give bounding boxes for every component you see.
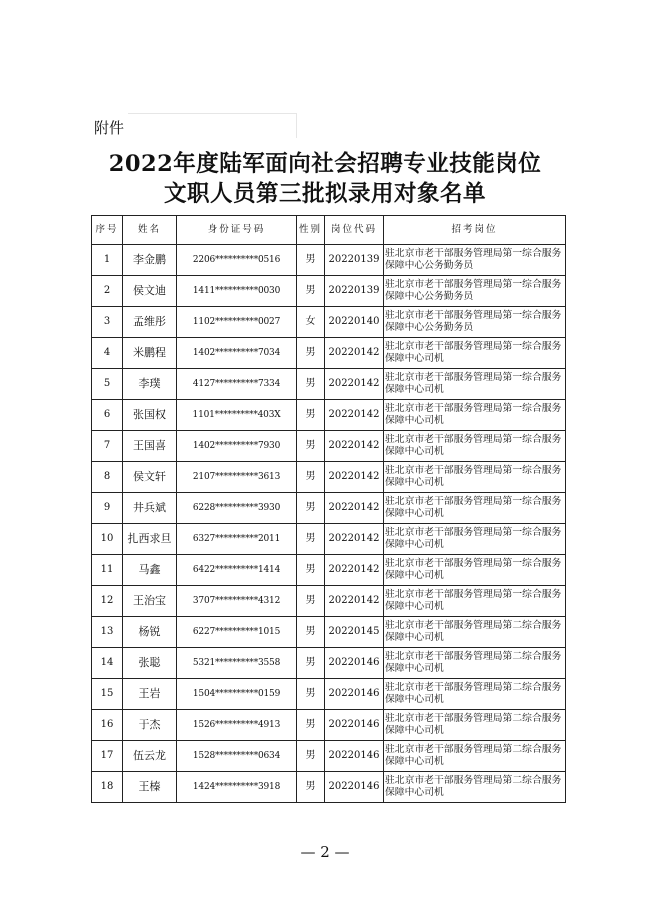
cell-seq: 4 (92, 338, 123, 369)
table-row (92, 772, 566, 803)
cell-post: 驻北京市老干部服务管理局第一综合服务保障中心司机 (384, 369, 566, 400)
cell-gender: 男 (297, 555, 325, 586)
cell-name: 侯文迪 (123, 276, 177, 307)
cell-id-number: 3707**********4312 (177, 586, 297, 617)
document-title-line-2: 文职人员第三批拟录用对象名单 (163, 181, 486, 207)
cell-id-number: 1102**********0027 (177, 307, 297, 338)
table-row (92, 524, 566, 555)
candidate-table (91, 215, 566, 803)
cell-gender: 男 (297, 462, 325, 493)
cell-post: 驻北京市老干部服务管理局第一综合服务保障中心司机 (384, 524, 566, 555)
cell-post: 驻北京市老干部服务管理局第一综合服务保障中心公务勤务员 (384, 276, 566, 307)
cell-name: 王榛 (123, 772, 177, 803)
cell-name: 井兵斌 (123, 493, 177, 524)
cell-post: 驻北京市老干部服务管理局第二综合服务保障中心司机 (384, 741, 566, 772)
cell-gender: 男 (297, 772, 325, 803)
cell-post-code: 20220142 (325, 555, 384, 586)
cell-post: 驻北京市老干部服务管理局第二综合服务保障中心司机 (384, 710, 566, 741)
header-name: 姓名 (123, 216, 177, 245)
cell-name: 马鑫 (123, 555, 177, 586)
document-title-line-1: 2022年度陆军面向社会招聘专业技能岗位 (108, 151, 542, 177)
cell-gender: 男 (297, 338, 325, 369)
cell-name: 米鹏程 (123, 338, 177, 369)
cell-id-number: 1526**********4913 (177, 710, 297, 741)
cell-name: 王国喜 (123, 431, 177, 462)
cell-seq: 13 (92, 617, 123, 648)
cell-id-number: 1402**********7930 (177, 431, 297, 462)
cell-seq: 8 (92, 462, 123, 493)
cell-post: 驻北京市老干部服务管理局第一综合服务保障中心公务勤务员 (384, 307, 566, 338)
cell-seq: 1 (92, 245, 123, 276)
cell-post-code: 20220139 (325, 245, 384, 276)
table-row (92, 245, 566, 276)
table-row (92, 617, 566, 648)
cell-name: 李金鹏 (123, 245, 177, 276)
cell-gender: 男 (297, 648, 325, 679)
cell-gender: 男 (297, 369, 325, 400)
table-row (92, 679, 566, 710)
cell-post: 驻北京市老干部服务管理局第一综合服务保障中心司机 (384, 555, 566, 586)
cell-post-code: 20220146 (325, 648, 384, 679)
cell-name: 扎西求旦 (123, 524, 177, 555)
cell-post: 驻北京市老干部服务管理局第二综合服务保障中心司机 (384, 679, 566, 710)
cell-seq: 15 (92, 679, 123, 710)
header-post: 招考岗位 (384, 216, 566, 245)
cell-post: 驻北京市老干部服务管理局第一综合服务保障中心司机 (384, 431, 566, 462)
cell-name: 王岩 (123, 679, 177, 710)
page-number: — 2 — (300, 843, 350, 861)
cell-gender: 男 (297, 586, 325, 617)
cell-seq: 14 (92, 648, 123, 679)
header-gender: 性别 (297, 216, 325, 245)
table-row (92, 369, 566, 400)
table-row (92, 400, 566, 431)
cell-seq: 3 (92, 307, 123, 338)
cell-seq: 5 (92, 369, 123, 400)
cell-seq: 18 (92, 772, 123, 803)
header-id-number: 身份证号码 (177, 216, 297, 245)
cell-seq: 12 (92, 586, 123, 617)
cell-post: 驻北京市老干部服务管理局第二综合服务保障中心司机 (384, 617, 566, 648)
cell-post: 驻北京市老干部服务管理局第一综合服务保障中心司机 (384, 493, 566, 524)
attachment-frame (128, 113, 297, 138)
cell-post-code: 20220142 (325, 369, 384, 400)
cell-gender: 男 (297, 276, 325, 307)
cell-name: 侯文轩 (123, 462, 177, 493)
cell-gender: 男 (297, 710, 325, 741)
table-row (92, 276, 566, 307)
cell-id-number: 2206**********0516 (177, 245, 297, 276)
cell-post: 驻北京市老干部服务管理局第一综合服务保障中心司机 (384, 338, 566, 369)
cell-id-number: 1424**********3918 (177, 772, 297, 803)
cell-post: 驻北京市老干部服务管理局第一综合服务保障中心司机 (384, 400, 566, 431)
cell-seq: 6 (92, 400, 123, 431)
cell-id-number: 1402**********7034 (177, 338, 297, 369)
cell-name: 于杰 (123, 710, 177, 741)
cell-gender: 男 (297, 245, 325, 276)
cell-id-number: 2107**********3613 (177, 462, 297, 493)
cell-post-code: 20220146 (325, 710, 384, 741)
cell-name: 孟维彤 (123, 307, 177, 338)
cell-name: 杨锐 (123, 617, 177, 648)
cell-id-number: 6422**********1414 (177, 555, 297, 586)
cell-seq: 10 (92, 524, 123, 555)
cell-post-code: 20220146 (325, 679, 384, 710)
cell-gender: 男 (297, 524, 325, 555)
cell-gender: 男 (297, 431, 325, 462)
table-row (92, 586, 566, 617)
cell-gender: 男 (297, 400, 325, 431)
cell-name: 伍云龙 (123, 741, 177, 772)
cell-name: 王治宝 (123, 586, 177, 617)
cell-post-code: 20220145 (325, 617, 384, 648)
cell-id-number: 6327**********2011 (177, 524, 297, 555)
attachment-label: 附件 (94, 119, 125, 137)
cell-seq: 2 (92, 276, 123, 307)
cell-seq: 11 (92, 555, 123, 586)
table-row (92, 431, 566, 462)
cell-seq: 16 (92, 710, 123, 741)
cell-id-number: 1528**********0634 (177, 741, 297, 772)
cell-id-number: 6228**********3930 (177, 493, 297, 524)
table-row (92, 710, 566, 741)
cell-seq: 7 (92, 431, 123, 462)
cell-post-code: 20220139 (325, 276, 384, 307)
table-row (92, 462, 566, 493)
cell-gender: 男 (297, 741, 325, 772)
cell-post-code: 20220140 (325, 307, 384, 338)
cell-gender: 男 (297, 679, 325, 710)
cell-post-code: 20220146 (325, 741, 384, 772)
table-row (92, 307, 566, 338)
cell-name: 张国权 (123, 400, 177, 431)
header-post-code: 岗位代码 (325, 216, 384, 245)
cell-post-code: 20220142 (325, 431, 384, 462)
cell-seq: 9 (92, 493, 123, 524)
cell-post: 驻北京市老干部服务管理局第一综合服务保障中心司机 (384, 462, 566, 493)
cell-post: 驻北京市老干部服务管理局第一综合服务保障中心公务勤务员 (384, 245, 566, 276)
cell-id-number: 6227**********1015 (177, 617, 297, 648)
cell-post: 驻北京市老干部服务管理局第二综合服务保障中心司机 (384, 648, 566, 679)
table-header-row (92, 216, 566, 245)
cell-seq: 17 (92, 741, 123, 772)
table-row (92, 648, 566, 679)
cell-id-number: 4127**********7334 (177, 369, 297, 400)
cell-gender: 女 (297, 307, 325, 338)
cell-post-code: 20220142 (325, 586, 384, 617)
cell-post: 驻北京市老干部服务管理局第一综合服务保障中心司机 (384, 586, 566, 617)
cell-post-code: 20220146 (325, 772, 384, 803)
cell-id-number: 1504**********0159 (177, 679, 297, 710)
table-row (92, 741, 566, 772)
header-seq: 序号 (92, 216, 123, 245)
cell-name: 张聪 (123, 648, 177, 679)
cell-post-code: 20220142 (325, 462, 384, 493)
cell-id-number: 1411**********0030 (177, 276, 297, 307)
cell-post-code: 20220142 (325, 524, 384, 555)
cell-gender: 男 (297, 493, 325, 524)
cell-post-code: 20220142 (325, 400, 384, 431)
cell-post: 驻北京市老干部服务管理局第二综合服务保障中心司机 (384, 772, 566, 803)
cell-id-number: 1101**********403X (177, 400, 297, 431)
cell-post-code: 20220142 (325, 338, 384, 369)
cell-id-number: 5321**********3558 (177, 648, 297, 679)
table-row (92, 493, 566, 524)
cell-gender: 男 (297, 617, 325, 648)
table-row (92, 555, 566, 586)
table-row (92, 338, 566, 369)
cell-name: 李璞 (123, 369, 177, 400)
cell-post-code: 20220142 (325, 493, 384, 524)
